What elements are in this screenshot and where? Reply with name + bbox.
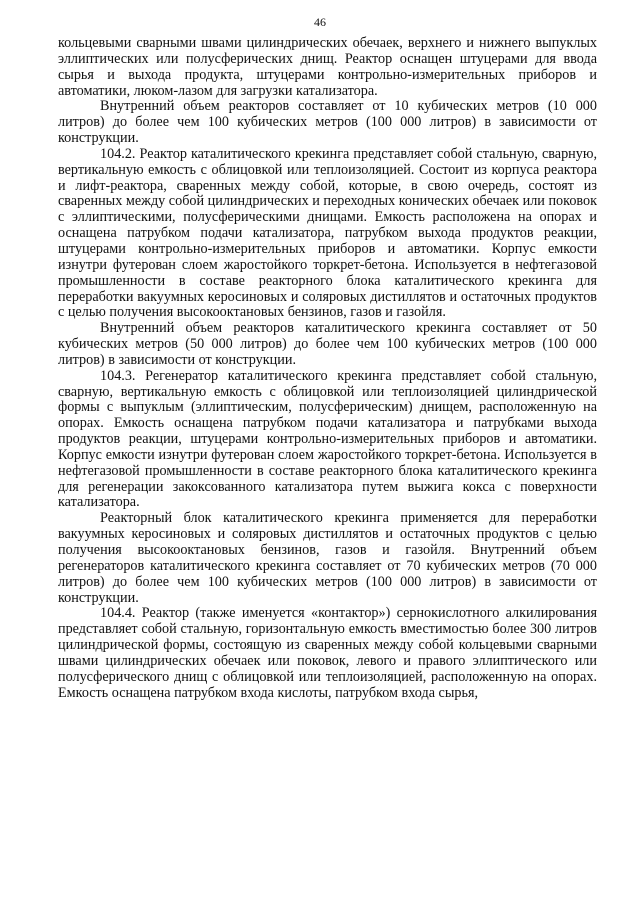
paragraph-104-4: 104.4. Реактор (также именуется «контактор») сернокислотного алкилирования представляет собой стальную, горизонтальную емкость вместимостью более 300 литров цилиндрической формы, состоящую из сваренных между собой кольцевыми сварными швами цилиндрических обечаек или поковок, левого и правого эллиптического или полусферического днищ с облицовкой или теплоизоляцией, расположенную на опорах. Емкость оснащена патрубком входа кислоты, патрубком входа сырья, xyxy=(58,605,597,701)
paragraph-continuation: кольцевыми сварными швами цилиндрических обечаек, верхнего и нижнего выпуклых эллиптических или полусферических днищ. Реактор оснащен штуцерами для ввода сырья и выхода продукта, штуцерами контрольно-измерительных приборов и автоматики, люком-лазом для загрузки катализатора. xyxy=(58,35,597,99)
paragraph-cracking-reactor-volume: Внутренний объем реакторов каталитического крекинга составляет от 50 кубических метров (50 000 литров) до более чем 100 кубических метров (100 000 литров) в зависимости от конструкции. xyxy=(58,320,597,368)
body-text xyxy=(58,36,597,701)
page-number: 46 xyxy=(314,15,326,29)
paragraph-104-2: 104.2. Реактор каталитического крекинга представляет собой стальную, сварную, вертикальную емкость с облицовкой или теплоизоляцией. Состоит из корпуса реактора и лифт-реактора, сваренных между собой, которые, в свою очередь, состоят из сваренных между собой цилиндрических и переходных конических обечаек или поковок с эллиптическими, полусферическими днищами. Емкость расположена на опорах и оснащена патрубком подачи катализатора, патрубком выхода продуктов реакции, штуцерами контрольно-измерительных приборов и автоматики. Корпус емкости изнутри футерован слоем жаростойкого торкрет-бетона. Используется в нефтегазовой промышленности в составе реакторного блока каталитического крекинга для переработки вакуумных керосиновых и соляровых дистиллятов и остаточных продуктов с целью получения высокооктановых бензинов, газов и газойля. xyxy=(58,145,597,321)
paragraph-104-3: 104.3. Регенератор каталитического крекинга представляет собой стальную, сварную, вертикальную емкость с облицовкой или теплоизоляцией цилиндрической формы с выпуклым (эллиптическим, полусферическим) днищем, расположенную на опорах. Емкость оснащена патрубком подачи катализатора и патрубками выхода продуктов реакции, штуцерами контрольно-измерительных приборов и автоматики. Корпус емкости изнутри футерован слоем жаростойкого торкрет-бетона. Используется в нефтегазовой промышленности в составе реакторного блока каталитического крекинга для регенерации закоксованного катализатора путем выжига кокса с поверхности катализатора. xyxy=(58,367,597,511)
paragraph-reactor-volume: Внутренний объем реакторов составляет от 10 кубических метров (10 000 литров) до более чем 100 кубических метров (100 000 литров) в зависимости от конструкции. xyxy=(58,98,597,147)
paragraph-reactor-block: Реакторный блок каталитического крекинга применяется для переработки вакуумных керосиновых и соляровых дистиллятов и остаточных продуктов с целью получения высокооктановых бензинов, газов и газойля. Внутренний объем регенераторов каталитического крекинга составляет от 70 кубических метров (70 000 литров) до более чем 100 кубических метров (100 000 литров) в зависимости от конструкции. xyxy=(58,510,597,606)
